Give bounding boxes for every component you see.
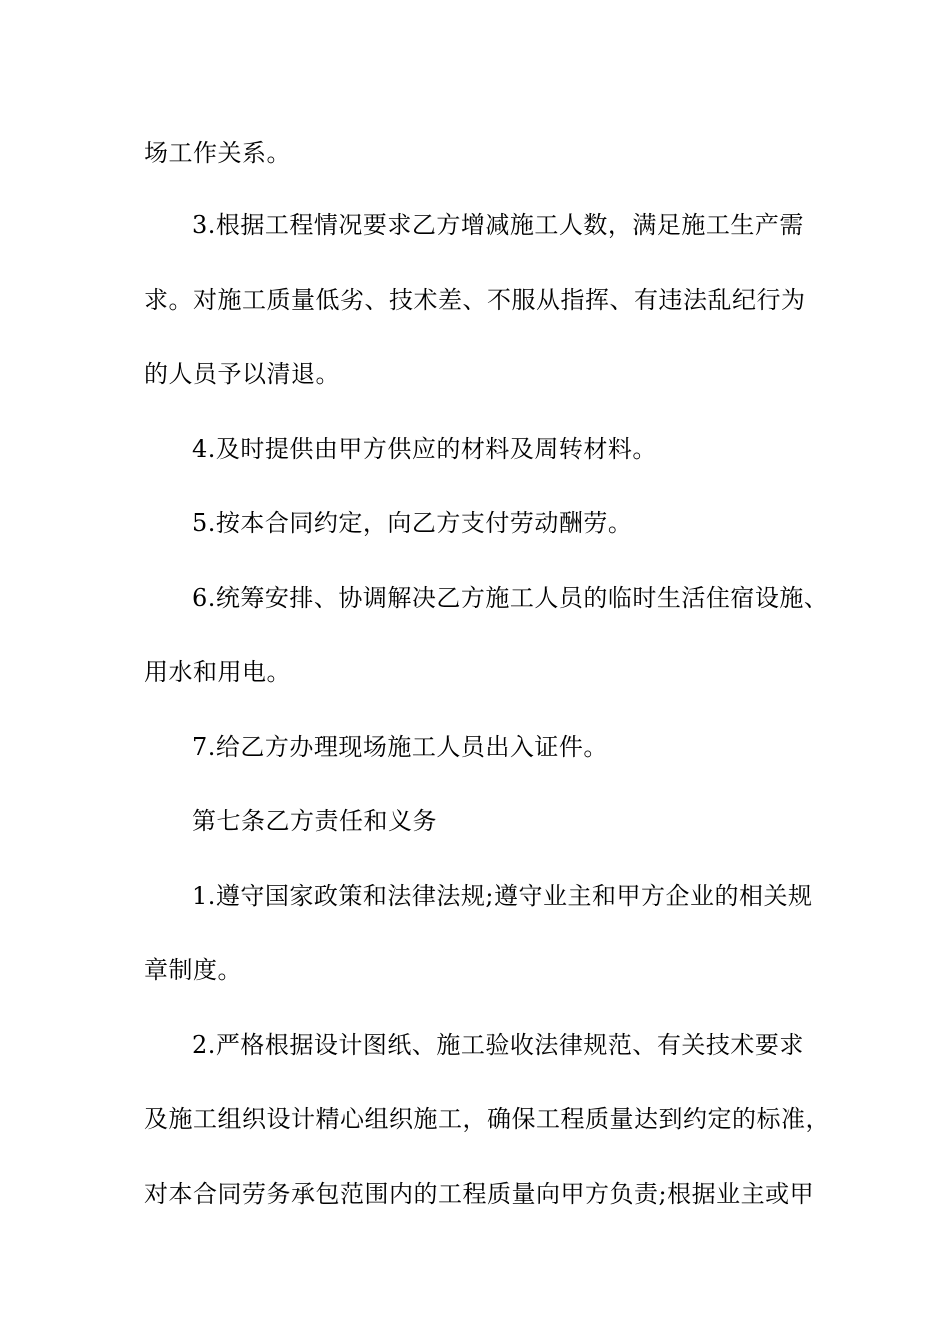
text-line-15: 对本合同劳务承包范围内的工程质量向甲方负责;根据业主或甲: [144, 1180, 815, 1208]
text-line-3: 求。对施工质量低劣、技术差、不服从指挥、有违法乱纪行为: [144, 286, 806, 314]
text-line-9: 7.给乙方办理现场施工人员出入证件。: [192, 733, 608, 761]
text-line-8: 用水和用电。: [144, 658, 291, 686]
text-line-5: 4.及时提供由甲方供应的材料及周转材料。: [192, 435, 657, 463]
text-line-11: 1.遵守国家政策和法律法规;遵守业主和甲方企业的相关规: [192, 882, 813, 910]
text-line-7: 6.统筹安排、协调解决乙方施工人员的临时生活住宿设施、: [192, 584, 829, 612]
text-line-12: 章制度。: [144, 956, 242, 984]
text-line-4: 的人员予以清退。: [144, 360, 340, 388]
text-line-1: 场工作关系。: [144, 139, 291, 167]
text-line-13: 2.严格根据设计图纸、施工验收法律规范、有关技术要求: [192, 1031, 804, 1059]
section-heading: 第七条乙方责任和义务: [192, 807, 437, 835]
text-line-6: 5.按本合同约定，向乙方支付劳动酬劳。: [192, 509, 633, 537]
text-line-14: 及施工组织设计精心组织施工，确保工程质量达到约定的标准，: [144, 1105, 830, 1133]
text-line-2: 3.根据工程情况要求乙方增减施工人数，满足施工生产需: [192, 211, 804, 239]
